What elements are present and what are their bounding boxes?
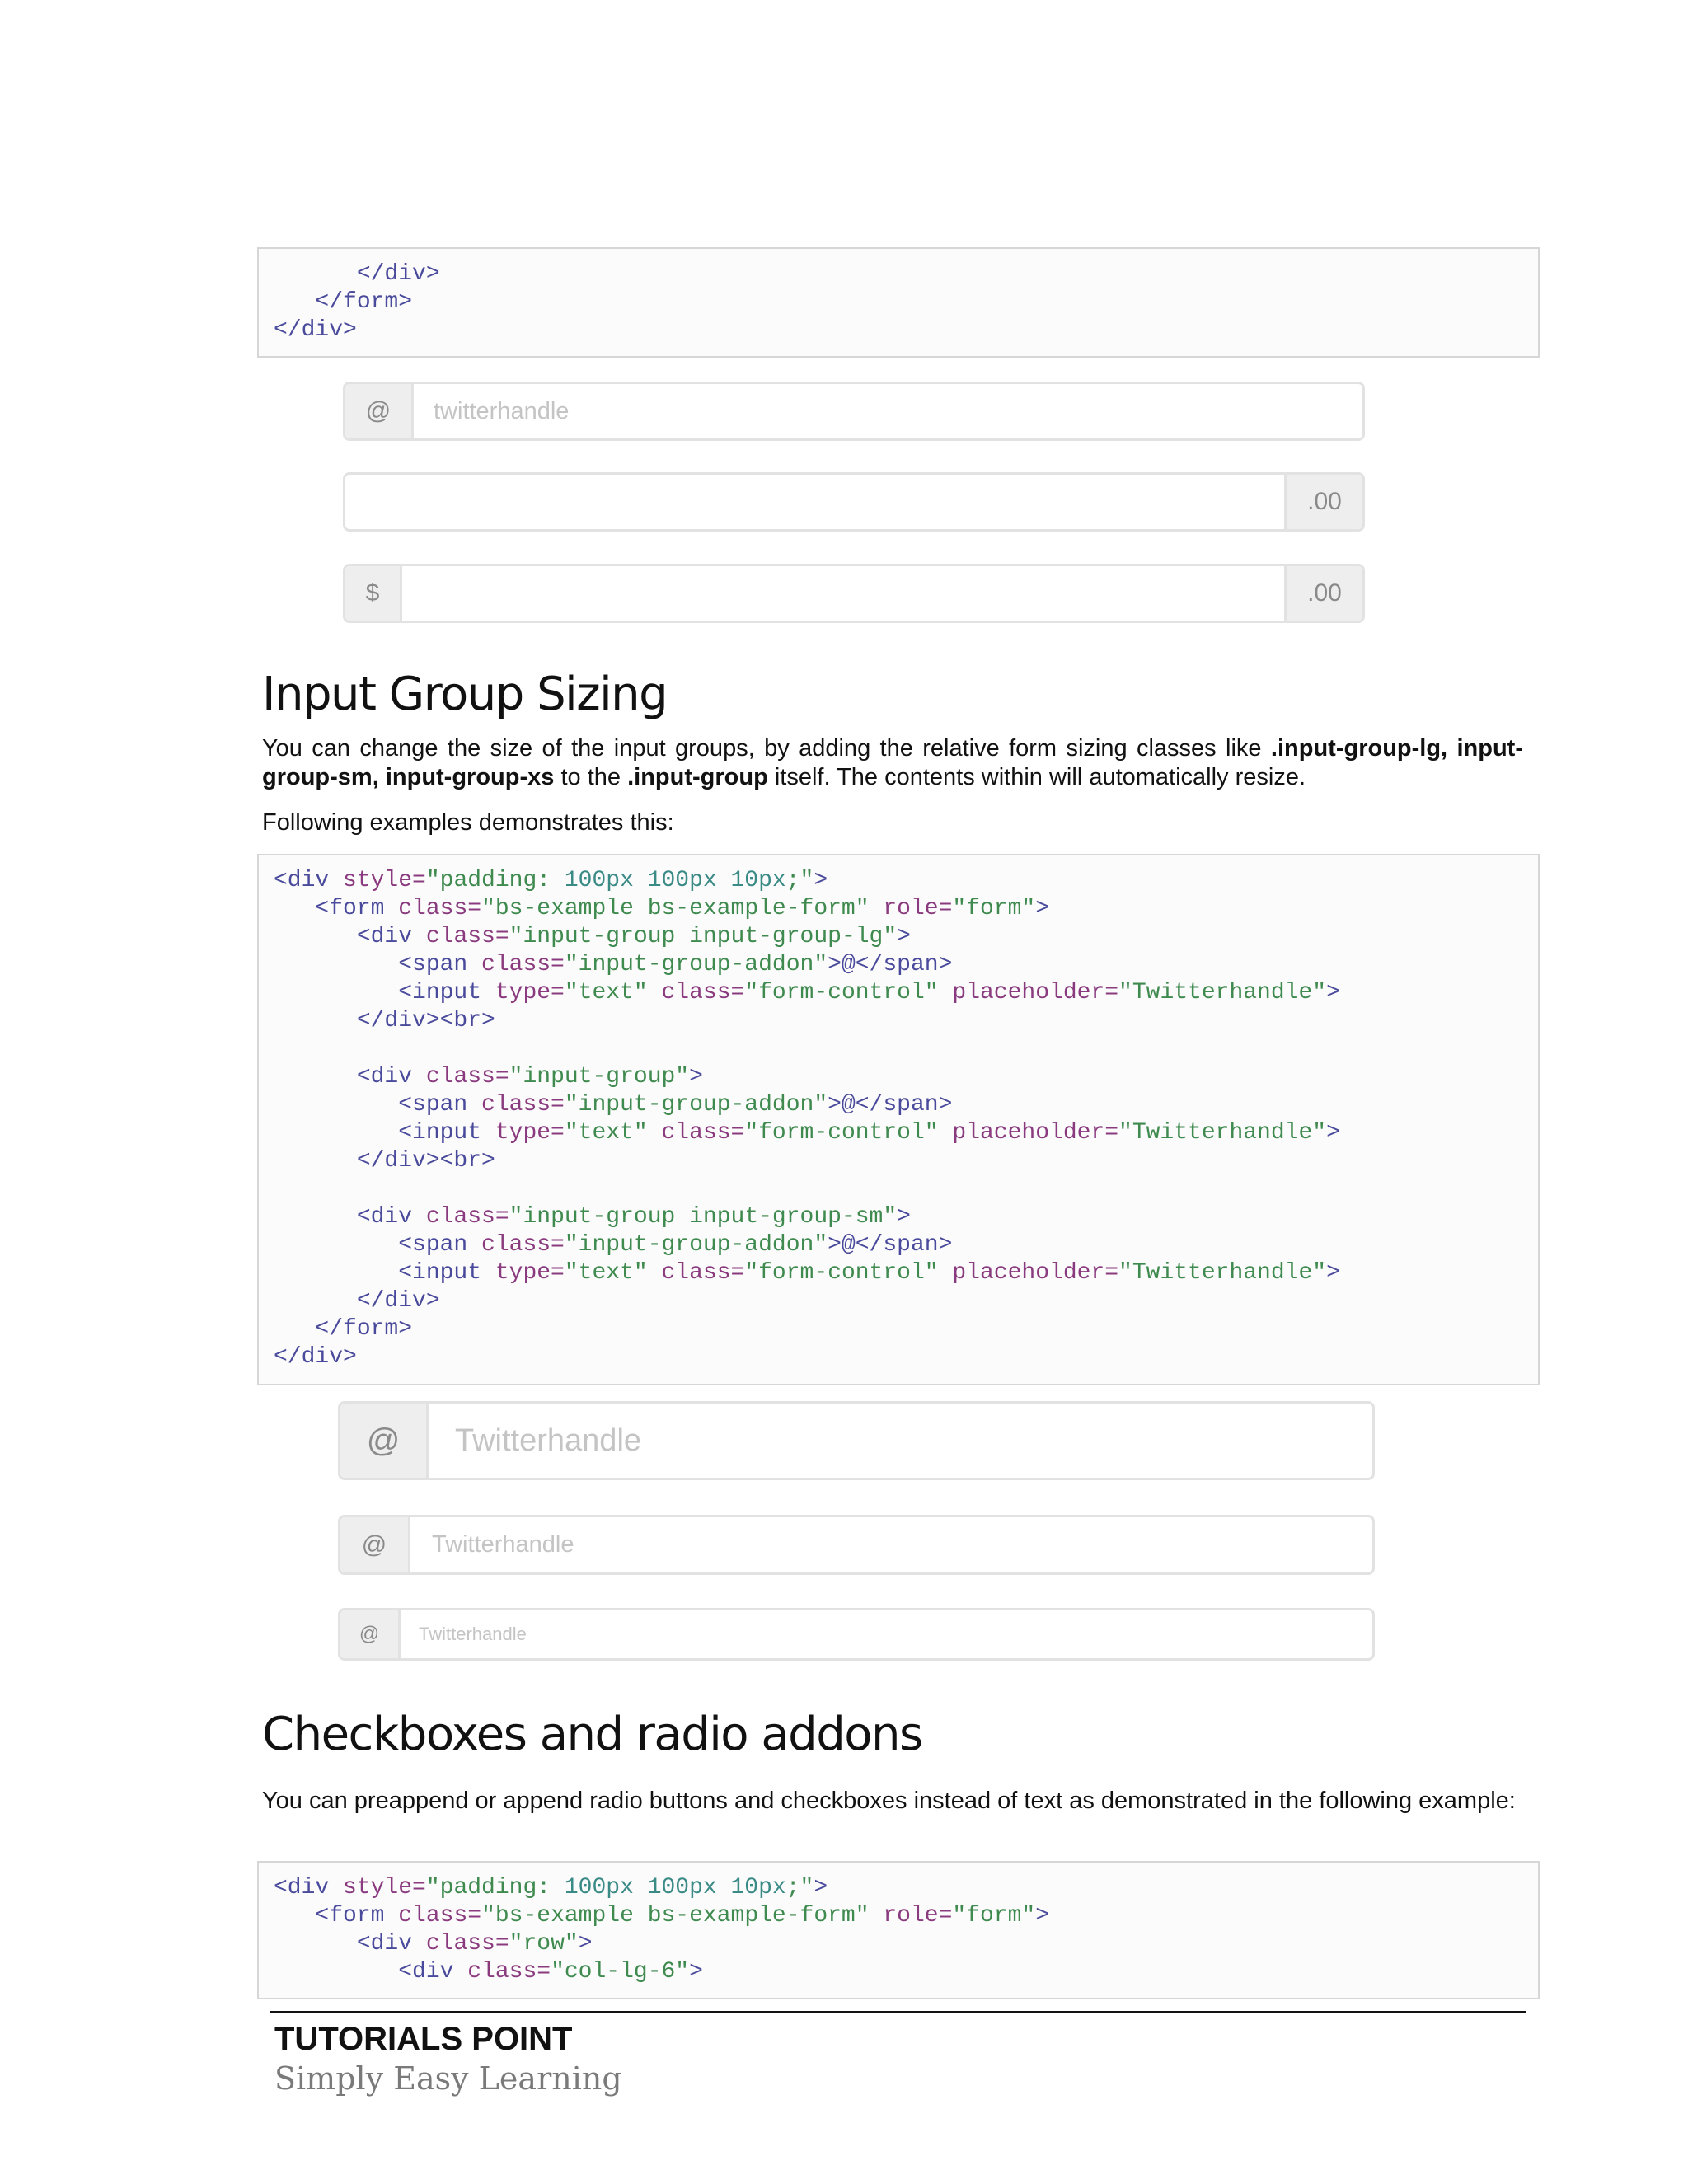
amount-input[interactable]: [345, 475, 1284, 529]
code-line: <span class="input-group-addon">@</span>: [274, 1092, 953, 1118]
code-line: </div>: [274, 317, 357, 343]
examples-intro: Following examples demonstrates this:: [262, 809, 674, 836]
code-line: <form class="bs-example bs-example-form" role="form">: [274, 896, 1050, 921]
section-heading-addons: Checkboxes and radio addons: [262, 1708, 922, 1761]
text: to the: [554, 764, 628, 790]
input-addon-decimal: .00: [1284, 566, 1362, 621]
code-line: <div style="padding: 100px 100px 10px;">: [274, 868, 828, 893]
twitterhandle-input[interactable]: twitterhandle: [434, 397, 570, 424]
input-addon-decimal: .00: [1284, 475, 1362, 529]
code-line: <span class="input-group-addon">@</span>: [274, 952, 953, 977]
twitterhandle-input[interactable]: Twitterhandle: [432, 1531, 574, 1558]
code-line: </div>: [274, 261, 440, 287]
code-line: </div><br>: [274, 1148, 495, 1174]
text: itself. The contents within will automatically resize.: [767, 764, 1306, 790]
input-addon-at: @: [340, 1404, 429, 1478]
currency-amount-input[interactable]: [402, 566, 1284, 621]
footer-divider: [270, 2011, 1526, 2013]
input-addon-at: @: [340, 1517, 410, 1572]
code-line: </div>: [274, 1344, 357, 1370]
code-line: </div><br>: [274, 1008, 495, 1033]
section-heading-sizing: Input Group Sizing: [262, 668, 668, 721]
code-block-3: [257, 1861, 1540, 1999]
code-line: </form>: [274, 1316, 413, 1342]
input-group-decimal: [343, 472, 1365, 532]
code-line: [274, 1175, 1523, 1203]
code-line: <div class="row">: [274, 1931, 593, 1957]
code-line: <input type="text" class="form-control" placeholder="Twitterhandle">: [274, 1120, 1340, 1146]
footer-tagline: Simply Easy Learning: [274, 2060, 622, 2097]
code-line: <span class="input-group-addon">@</span>: [274, 1232, 953, 1258]
code-line: <input type="text" class="form-control" placeholder="Twitterhandle">: [274, 1260, 1340, 1286]
input-group-currency: [343, 564, 1365, 623]
code-block-2: [257, 854, 1540, 1385]
class-list: .input-group-lg, input-group-sm, input-group-xs: [262, 735, 1523, 790]
class-name: .input-group: [627, 764, 768, 790]
code-line: </div>: [274, 1288, 440, 1314]
input-group-at: [343, 382, 1365, 441]
code-line: <div style="padding: 100px 100px 10px;">: [274, 1875, 828, 1900]
code-line: <div class="input-group input-group-sm">: [274, 1204, 911, 1230]
input-group-lg: [338, 1401, 1375, 1480]
text: You can change the size of the input groups, by adding the relative form sizing classes like: [262, 735, 1271, 762]
code-line: <div class="input-group input-group-lg">: [274, 924, 911, 949]
addons-description: You can preappend or append radio buttons and checkboxes instead of text as demonstrated in the following example:: [262, 1788, 1516, 1814]
code-line: [274, 1035, 1523, 1063]
code-line: <form class="bs-example bs-example-form" role="form">: [274, 1903, 1050, 1929]
input-addon-at: @: [345, 384, 414, 438]
code-line: <input type="text" class="form-control" placeholder="Twitterhandle">: [274, 980, 1340, 1005]
twitterhandle-input-sm[interactable]: Twitterhandle: [419, 1624, 527, 1644]
input-addon-at: @: [340, 1610, 401, 1658]
twitterhandle-input-lg[interactable]: Twitterhandle: [455, 1422, 642, 1458]
input-addon-dollar: $: [345, 566, 402, 621]
code-block-1: [257, 247, 1540, 358]
sizing-description: [262, 734, 1523, 792]
code-line: <div class="input-group">: [274, 1064, 703, 1090]
input-group-md: [338, 1515, 1375, 1575]
footer-brand: TUTORIALS POINT: [274, 2021, 573, 2057]
code-line: </form>: [274, 289, 413, 315]
code-line: <div class="col-lg-6">: [274, 1959, 703, 1985]
input-group-sm: [338, 1608, 1375, 1661]
